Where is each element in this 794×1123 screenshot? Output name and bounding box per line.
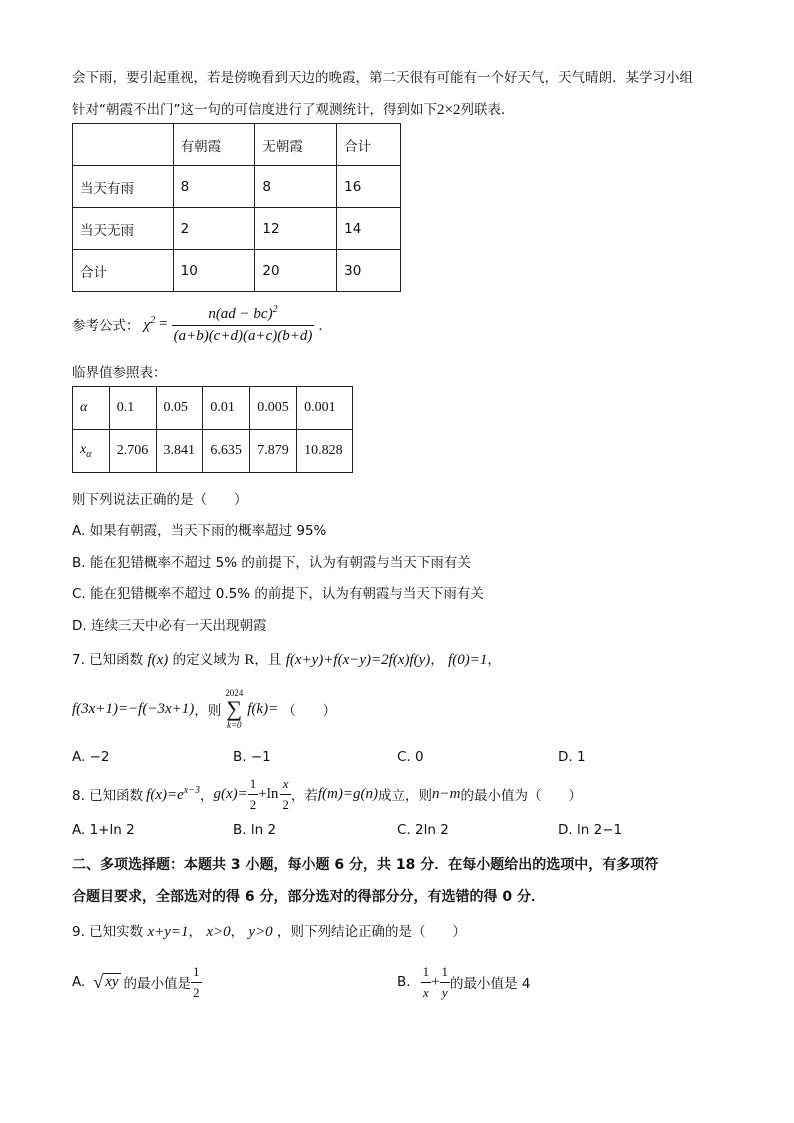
q8-option-a: A. 1+ln 2 — [72, 822, 135, 838]
q9-option-a — [72, 960, 202, 1004]
q9-sep-2: ， — [230, 924, 245, 940]
q9-b-den-2: y — [441, 984, 448, 1000]
q9-b-num-1: 1 — [421, 964, 432, 983]
section-2-line-2: 合题目要求，全部选对的得 6 分，部分选对的得部分分，有选错的得 0 分． — [72, 889, 545, 905]
q8-n-minus-m: n−m — [432, 785, 461, 802]
critical-row — [73, 430, 353, 473]
q8-plus-ln: +ln — [258, 785, 279, 802]
chi-symbol: χ — [143, 316, 151, 333]
table-cell: 16 — [337, 166, 401, 208]
q9-b-num-2: 1 — [440, 964, 451, 983]
q7-option-d: D. 1 — [558, 749, 586, 765]
q7-sep-1: ，且 — [254, 652, 282, 668]
table-row — [73, 166, 401, 208]
table-cell: 2 — [173, 208, 255, 250]
numerator-exponent: 2 — [272, 303, 278, 315]
table-cell: 当天无雨 — [73, 208, 174, 250]
formula-numerator — [172, 304, 315, 326]
alpha-cell: 0.005 — [250, 387, 297, 430]
x-subscript: α — [86, 448, 92, 460]
table-cell: 8 — [255, 166, 337, 208]
q7-sep-2: ， — [430, 652, 444, 668]
critical-cell: 10.828 — [297, 430, 353, 473]
critical-cell: 6.635 — [203, 430, 250, 473]
numerator-text: n(ad − bc) — [208, 305, 273, 322]
q9-b-text: 的最小值是 4 — [450, 976, 531, 992]
alpha-cell: 0.01 — [203, 387, 250, 430]
q7-real-set: R — [244, 652, 255, 668]
q9-number: 9. 已知实数 — [72, 924, 144, 940]
q6-option-a: A. 如果有朝霞，当天下雨的概率超过 95% — [72, 523, 327, 539]
contingency-table — [72, 123, 401, 292]
alpha-header: α — [73, 387, 110, 430]
table-header-cell: 合计 — [337, 124, 401, 166]
q7-equation-3: f(3x+1)=−f(−3x+1) — [72, 700, 195, 717]
x-alpha-header — [73, 430, 110, 473]
alpha-cell: 0.001 — [297, 387, 353, 430]
sqrt-expression — [93, 972, 120, 993]
formula-label: 参考公式： — [72, 318, 140, 334]
q6-option-d: D. 连续三天中必有一天出现朝霞 — [72, 618, 267, 634]
q8-sep: ， — [199, 788, 214, 804]
q8-f-exponent: x−3 — [183, 784, 200, 796]
q9-a-text: 的最小值是 — [123, 976, 192, 992]
q8-half — [248, 776, 259, 813]
radical-icon: √ — [93, 971, 104, 992]
q9-eq-2: x>0 — [206, 924, 231, 940]
q9-b-plus: + — [431, 973, 440, 990]
x-symbol: x — [80, 442, 87, 458]
radicand: xy — [105, 974, 119, 990]
q7-line-1 — [72, 648, 501, 669]
table-cell: 30 — [337, 250, 401, 292]
q9-a-label: A. — [72, 974, 86, 990]
q7-number: 7. 已知函数 — [72, 652, 144, 668]
table-cell: 12 — [255, 208, 337, 250]
q7-blank: （ ） — [282, 703, 337, 719]
sum-lower-limit: k=0 — [226, 720, 242, 730]
critical-cell: 3.841 — [156, 430, 203, 473]
q7-line-2 — [72, 688, 336, 730]
q9-eq-3: y>0 — [248, 924, 273, 940]
q8-half-num: 1 — [248, 776, 259, 795]
q9-eq-1: x+y=1 — [147, 924, 189, 940]
q8-line — [72, 772, 582, 816]
formula-fraction — [172, 304, 315, 345]
reference-formula — [72, 298, 332, 350]
table-cell: 当天有雨 — [73, 166, 174, 208]
q8-g-def: g(x)= — [213, 785, 248, 802]
q9-a-fraction — [191, 964, 202, 1001]
q9-b-label: B. — [397, 974, 411, 990]
q7-equation-2: f(0)=1 — [448, 652, 488, 668]
q7-then: ，则 — [194, 703, 222, 719]
table-cell: 20 — [255, 250, 337, 292]
alpha-cell: 0.1 — [109, 387, 156, 430]
intro-line-2 — [72, 98, 514, 119]
q6-option-c: C. 能在犯错概率不超过 0.5% 的前提下，认为有朝霞与当天下雨有关 — [72, 586, 484, 602]
table-row — [73, 208, 401, 250]
q8-option-c: C. 2ln 2 — [397, 822, 449, 838]
critical-value-table — [72, 386, 353, 473]
q8-f-base: f(x)=e — [146, 786, 184, 803]
formula-lhs — [144, 315, 156, 334]
chi-exponent: 2 — [150, 314, 156, 326]
q8-cond-b: 成立，则 — [378, 788, 432, 804]
table-cell: 8 — [173, 166, 255, 208]
intro-line-2-end: 列联表． — [460, 102, 515, 118]
q9-b-den-1: x — [422, 984, 429, 1000]
section-2-line-1: 二、多项选择题：本题共 3 小题，每小题 6 分，共 18 分．在每小题给出的选项中，有多项符 — [72, 857, 659, 873]
critical-cell: 7.879 — [250, 430, 297, 473]
q9-tail: ，则下列结论正确的是（ ） — [276, 924, 466, 940]
q7-sum-body: f(k)= — [247, 700, 279, 717]
q9-stem — [72, 920, 466, 941]
sigma-icon: ∑ — [226, 696, 243, 721]
q7-domain-text: 的定义域为 — [172, 652, 241, 668]
intro-line-2-text: 针对“朝霞不出门”这一句的可信度进行了观测统计，得到如下 — [72, 102, 437, 118]
q8-cond-eq: f(m)=g(n) — [317, 785, 378, 802]
formula-end: ． — [318, 318, 332, 334]
q8-f-def — [146, 785, 200, 804]
q8-option-b: B. ln 2 — [233, 822, 277, 838]
q9-option-b — [397, 960, 530, 1004]
q6-stem: 则下列说法正确的是（ ） — [72, 492, 248, 508]
table-header-cell — [73, 124, 174, 166]
table-header-cell: 无朝霞 — [255, 124, 337, 166]
alpha-cell: 0.05 — [156, 387, 203, 430]
q8-cond-c: 的最小值为（ ） — [460, 788, 582, 804]
table-cell: 14 — [337, 208, 401, 250]
q8-option-d: D. ln 2−1 — [558, 822, 623, 838]
table-cell: 10 — [173, 250, 255, 292]
formula-equals: = — [159, 315, 168, 332]
table-row — [73, 250, 401, 292]
q9-a-num: 1 — [191, 964, 202, 983]
q9-b-frac-2 — [440, 964, 451, 1001]
table-cell: 合计 — [73, 250, 174, 292]
q7-sep-3: ， — [487, 652, 501, 668]
q7-option-b: B. −1 — [233, 749, 271, 765]
q7-option-c: C. 0 — [397, 749, 424, 765]
critical-label: 临界值参照表： — [72, 365, 167, 381]
q8-half-den: 2 — [249, 796, 257, 812]
q9-b-frac-1 — [421, 964, 432, 1001]
q7-fx: f(x) — [147, 652, 169, 668]
formula-denominator: (a+b)(c+d)(a+c)(b+d) — [173, 327, 313, 344]
q8-cond-a: ，若 — [290, 788, 318, 804]
intro-line-1: 会下雨，要引起重视，若是傍晚看到天边的晚霞，第二天很有可能有一个好天气，天气晴朗．某学习小组 — [72, 70, 693, 86]
table-size: 2×2 — [437, 102, 461, 118]
q8-x-over-2 — [280, 776, 291, 813]
q9-a-den: 2 — [193, 984, 200, 1000]
q6-option-b: B. 能在犯错概率不超过 5% 的前提下，认为有朝霞与当天下雨有关 — [72, 555, 471, 571]
table-header-row — [73, 124, 401, 166]
critical-cell: 2.706 — [109, 430, 156, 473]
sum-symbol — [221, 688, 247, 730]
q9-sep-1: ， — [188, 924, 203, 940]
alpha-row — [73, 387, 353, 430]
q8-x-den: 2 — [282, 796, 289, 812]
q8-x-num: x — [280, 776, 291, 795]
q7-equation-1: f(x+y)+f(x−y)=2f(x)f(y) — [285, 652, 431, 668]
q7-option-a: A. −2 — [72, 749, 110, 765]
table-header-cell: 有朝霞 — [173, 124, 255, 166]
sum-upper-limit: 2024 — [225, 688, 244, 698]
q8-number: 8. 已知函数 — [72, 788, 144, 804]
